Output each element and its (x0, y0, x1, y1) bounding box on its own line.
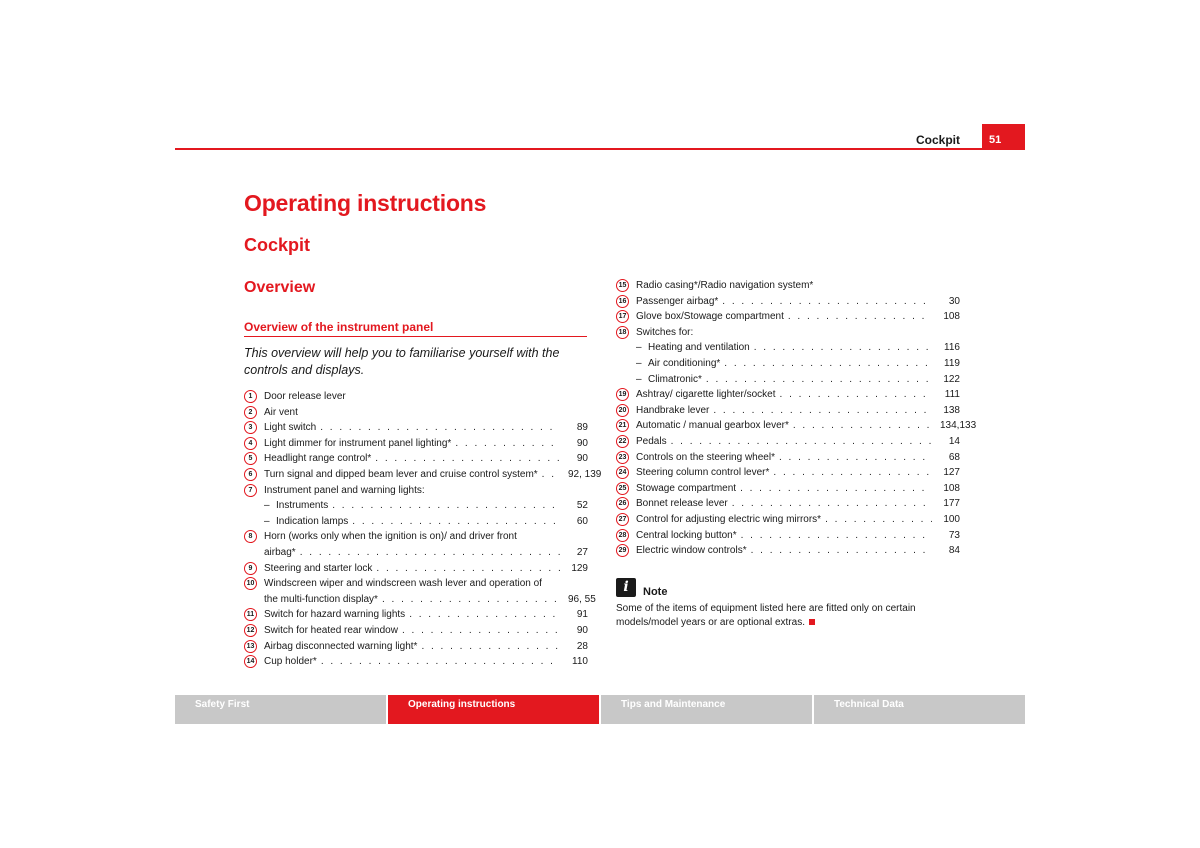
page-reference[interactable]: 60 (576, 515, 588, 527)
page-reference[interactable]: 129 (571, 562, 588, 574)
item-label: Heating and ventilation (648, 342, 750, 354)
item-label: Switch for heated rear window (264, 624, 398, 636)
page-reference[interactable]: 27 (576, 546, 588, 558)
list-item (616, 309, 960, 325)
page-reference[interactable]: 108 (943, 311, 960, 323)
list-item (616, 418, 977, 434)
item-number-badge: 6 (244, 468, 257, 481)
section-title: Cockpit (915, 133, 960, 147)
item-number-badge: 23 (616, 451, 629, 464)
item-label: Instrument panel and warning lights: (264, 484, 425, 496)
list-item (616, 294, 960, 310)
item-label: Passenger airbag* (636, 295, 719, 307)
item-label: Automatic / manual gearbox lever* (636, 420, 789, 432)
item-label: Steering column control lever* (636, 467, 770, 479)
legend-list-right (616, 278, 977, 559)
page-reference[interactable]: 100 (943, 513, 960, 525)
page-reference[interactable]: 134,133 (940, 420, 977, 432)
item-label: Steering and starter lock (264, 562, 373, 574)
item-number-badge: 7 (244, 484, 257, 497)
item-label: Control for adjusting electric wing mirrors* (636, 513, 822, 525)
page-reference[interactable]: 96, 55 (568, 593, 596, 605)
dot-leader (722, 294, 932, 310)
item-label: Instruments (276, 500, 329, 512)
page-reference[interactable]: 116 (944, 342, 960, 354)
dash-bullet: – (636, 373, 642, 385)
dot-leader (352, 514, 560, 530)
note-text (616, 602, 956, 629)
item-label: Glove box/Stowage compartment (636, 311, 784, 323)
item-number-badge: 4 (244, 437, 257, 450)
item-label: the multi-function display* (264, 593, 378, 605)
dot-leader (793, 418, 932, 434)
dot-leader (409, 607, 560, 623)
dot-leader (825, 512, 932, 528)
item-label: airbag* (264, 546, 296, 558)
dot-leader (382, 592, 560, 608)
footer-tab[interactable]: Operating instructions (388, 695, 599, 724)
dash-bullet: – (636, 342, 642, 354)
end-of-section-icon (809, 619, 815, 625)
item-number-badge: 18 (616, 326, 629, 339)
list-item (244, 498, 588, 514)
dot-leader (773, 465, 932, 481)
page-reference[interactable]: 90 (576, 453, 588, 465)
item-label: Pedals (636, 435, 667, 447)
topic-heading: Overview of the instrument panel (244, 320, 587, 337)
page-reference[interactable]: 68 (948, 451, 960, 463)
item-number-badge: 3 (244, 421, 257, 434)
item-number-badge: 10 (244, 577, 257, 590)
item-label: Electric window controls* (636, 545, 747, 557)
item-number-badge: 29 (616, 544, 629, 557)
item-number-badge: 8 (244, 530, 257, 543)
intro-text: This overview will help you to familiarise yourself with the controls and displays. (244, 346, 560, 377)
page-reference[interactable]: 138 (943, 404, 960, 416)
dot-leader (375, 451, 560, 467)
dot-leader (300, 545, 560, 561)
item-label: Handbrake lever (636, 404, 710, 416)
list-item (616, 387, 960, 403)
dash-bullet: – (264, 500, 270, 512)
footer-tab[interactable]: Technical Data (814, 695, 1025, 724)
page-reference[interactable]: 119 (944, 357, 960, 369)
dot-leader (402, 623, 560, 639)
dot-leader (713, 403, 932, 419)
dot-leader (332, 498, 560, 514)
item-number-badge: 24 (616, 466, 629, 479)
page-reference[interactable]: 30 (948, 295, 960, 307)
item-label: Door release lever (264, 391, 346, 402)
footer-tab[interactable]: Safety First (175, 695, 386, 724)
list-item (244, 451, 588, 467)
note-body: Some of the items of equipment listed here are fitted only on certain models/model years or are optional extras. (616, 603, 916, 628)
list-item (616, 372, 960, 388)
item-number-badge: 13 (244, 640, 257, 653)
item-number-badge: 16 (616, 295, 629, 308)
page-reference[interactable]: 90 (576, 437, 588, 449)
list-item (616, 543, 960, 559)
item-number-badge: 1 (244, 390, 257, 403)
legend-list-left (244, 389, 602, 670)
page-number: 51 (982, 124, 1025, 149)
list-item (616, 403, 960, 419)
page-reference[interactable]: 110 (572, 656, 588, 668)
item-number-badge: 28 (616, 529, 629, 542)
page-reference[interactable]: 122 (943, 373, 960, 385)
dot-leader (741, 528, 932, 544)
list-item (616, 325, 960, 341)
page-reference[interactable]: 89 (576, 422, 588, 434)
item-label: Headlight range control* (264, 453, 372, 465)
footer-tab[interactable]: Tips and Maintenance (601, 695, 812, 724)
item-label: Central locking button* (636, 529, 737, 541)
page-reference[interactable]: 84 (948, 545, 960, 557)
dot-leader (740, 481, 932, 497)
item-number-badge: 27 (616, 513, 629, 526)
dot-leader (320, 420, 560, 436)
list-item (244, 623, 588, 639)
dot-leader (706, 372, 932, 388)
page-reference[interactable]: 52 (576, 500, 588, 512)
chapter-heading: Operating instructions (244, 190, 487, 216)
item-label: Controls on the steering wheel* (636, 451, 775, 463)
page-reference[interactable]: 92, 139 (568, 468, 602, 480)
page-reference[interactable]: 108 (943, 482, 960, 494)
page-reference[interactable]: 177 (943, 498, 960, 510)
item-label: Air conditioning* (648, 357, 721, 369)
item-label: Radio casing*/Radio navigation system* (636, 280, 814, 291)
dot-leader (455, 436, 560, 452)
item-number-badge: 11 (244, 608, 257, 621)
item-label: Light dimmer for instrument panel lighting* (264, 437, 452, 449)
dot-leader (724, 356, 932, 372)
item-label: Turn signal and dipped beam lever and cruise control system* (264, 468, 538, 480)
dot-leader (421, 639, 560, 655)
item-number-badge: 2 (244, 406, 257, 419)
item-label: Stowage compartment (636, 482, 737, 494)
list-item (244, 639, 588, 655)
info-icon: i (616, 578, 636, 597)
item-number-badge: 19 (616, 388, 629, 401)
list-item (616, 465, 960, 481)
footer-nav (175, 695, 1025, 724)
list-item (244, 467, 602, 483)
page-reference[interactable]: 127 (943, 467, 960, 479)
item-number-badge: 20 (616, 404, 629, 417)
item-number-badge: 15 (616, 279, 629, 292)
dash-bullet: – (636, 357, 642, 369)
item-label: Windscreen wiper and windscreen wash lever and operation of (264, 578, 542, 590)
list-item (244, 529, 588, 560)
list-item (616, 434, 960, 450)
item-number-badge: 5 (244, 452, 257, 465)
dot-leader (542, 467, 560, 483)
page-reference[interactable]: 73 (948, 529, 960, 541)
item-label: Ashtray/ cigarette lighter/socket (636, 389, 776, 401)
dot-leader (671, 434, 932, 450)
dot-leader (779, 450, 932, 466)
item-label: Airbag disconnected warning light* (264, 640, 418, 652)
page-reference[interactable]: 90 (576, 624, 588, 636)
list-item (244, 483, 588, 499)
item-number-badge: 12 (244, 624, 257, 637)
dash-bullet: – (264, 515, 270, 527)
item-number-badge: 17 (616, 310, 629, 323)
list-item (616, 481, 960, 497)
dot-leader (780, 387, 932, 403)
item-number-badge: 25 (616, 482, 629, 495)
item-label: Climatronic* (648, 373, 702, 385)
list-item (244, 436, 588, 452)
list-item (244, 561, 588, 577)
list-item (244, 405, 588, 421)
section-heading: Cockpit (244, 235, 311, 255)
list-item (244, 389, 588, 405)
item-label: Indication lamps (276, 515, 349, 527)
page-reference[interactable]: 28 (576, 640, 588, 652)
item-label: Horn (works only when the ignition is on)/ and driver front (264, 531, 517, 543)
subsection-heading: Overview (244, 279, 316, 296)
item-number-badge: 26 (616, 497, 629, 510)
list-item (244, 576, 596, 607)
list-item (616, 512, 960, 528)
item-number-badge: 14 (244, 655, 257, 668)
dot-leader (376, 561, 560, 577)
dot-leader (321, 654, 560, 670)
item-number-badge: 9 (244, 562, 257, 575)
dot-leader (751, 543, 932, 559)
item-label: Light switch (264, 422, 317, 434)
page-reference[interactable]: 91 (576, 609, 588, 621)
list-item (244, 514, 588, 530)
item-label: Bonnet release lever (636, 498, 728, 510)
header-rule (175, 148, 1025, 150)
list-item (244, 607, 588, 623)
dot-leader (788, 309, 932, 325)
page-reference[interactable]: 111 (944, 389, 960, 401)
item-number-badge: 21 (616, 419, 629, 432)
list-item (616, 340, 960, 356)
list-item (244, 420, 588, 436)
list-item (616, 450, 960, 466)
note-title: Note (643, 586, 668, 598)
list-item (244, 654, 588, 670)
list-item (616, 278, 960, 294)
list-item (616, 496, 960, 512)
item-label: Switch for hazard warning lights (264, 609, 406, 621)
list-item (616, 356, 960, 372)
dot-leader (732, 496, 932, 512)
page-reference[interactable]: 14 (948, 435, 960, 447)
item-label: Switches for: (636, 326, 694, 338)
dot-leader (754, 340, 932, 356)
list-item (616, 528, 960, 544)
item-label: Air vent (264, 406, 298, 418)
item-label: Cup holder* (264, 656, 317, 668)
item-number-badge: 22 (616, 435, 629, 448)
